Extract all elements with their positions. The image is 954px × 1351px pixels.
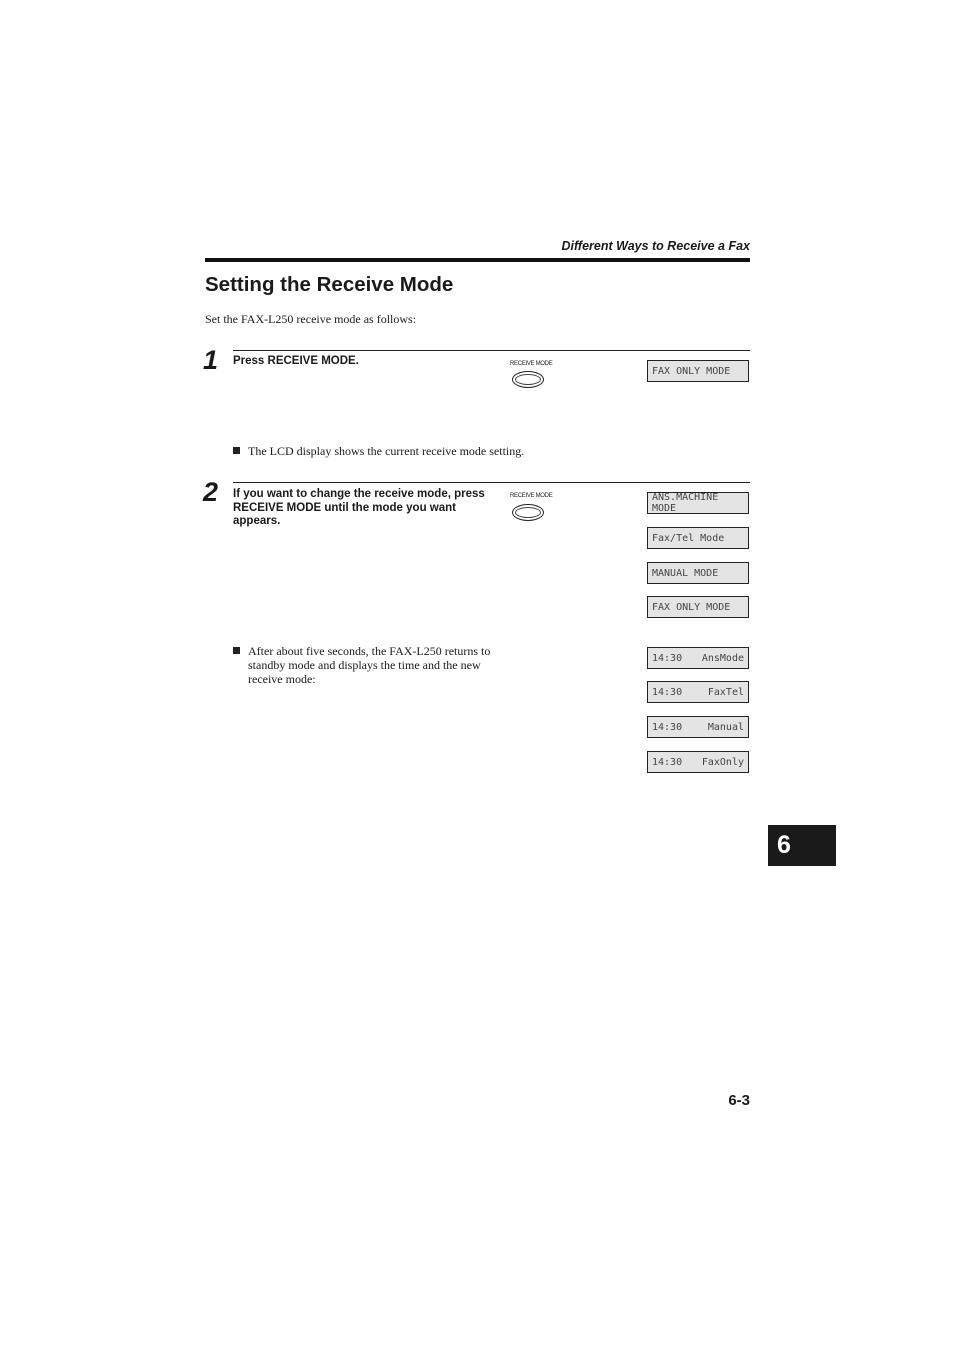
lcd-text: FAX ONLY MODE	[652, 601, 731, 613]
lcd-mode: FaxTel	[707, 686, 744, 698]
lcd-time: 14:30	[652, 721, 683, 733]
step-2-note	[233, 644, 503, 686]
lcd-standby-display	[647, 647, 749, 669]
step-2-instruction: If you want to change the receive mode, press RECEIVE MODE until the mode you want appears.	[233, 488, 485, 527]
lcd-display	[647, 360, 749, 382]
lcd-text: ANS.MACHINE MODE	[652, 492, 719, 514]
lcd-display	[647, 596, 749, 618]
receive-mode-key-icon	[512, 371, 544, 388]
step-1-instruction: Press RECEIVE MODE.	[233, 355, 359, 367]
step-1-number: 1	[203, 345, 219, 375]
lcd-text: MANUAL MODE	[652, 567, 719, 579]
chapter-number: 6	[777, 831, 791, 859]
header-rule	[205, 258, 750, 262]
lcd-display	[647, 562, 749, 584]
step-1-rule	[233, 350, 750, 351]
lcd-time: 14:30	[652, 686, 683, 698]
lcd-time: 14:30	[652, 756, 683, 768]
lcd-standby-display	[647, 716, 749, 738]
step-1-note	[233, 444, 633, 458]
step-1-key-label: RECEIVE MODE	[510, 361, 553, 367]
step-1-note-text: The LCD display shows the current receive mode setting.	[248, 444, 525, 458]
lcd-standby-display	[647, 681, 749, 703]
receive-mode-key-icon	[512, 504, 544, 521]
lcd-time: 14:30	[652, 652, 683, 664]
running-header: Different Ways to Receive a Fax	[561, 239, 750, 253]
lcd-standby-display	[647, 751, 749, 773]
lcd-display	[647, 527, 749, 549]
lcd-text: FAX ONLY MODE	[652, 365, 731, 377]
page-number: 6-3	[728, 1092, 750, 1109]
step-2-key-label: RECEIVE MODE	[510, 493, 553, 499]
lcd-mode: Manual	[707, 721, 744, 733]
lcd-mode: AnsMode	[701, 652, 744, 664]
bullet-square-icon	[233, 447, 240, 454]
lcd-display	[647, 492, 749, 514]
lcd-mode: FaxOnly	[701, 756, 744, 768]
intro-text: Set the FAX-L250 receive mode as follows:	[205, 312, 417, 326]
chapter-tab	[768, 825, 836, 866]
page-title: Setting the Receive Mode	[205, 273, 454, 296]
bullet-square-icon	[233, 647, 240, 654]
step-2-note-text: After about five seconds, the FAX-L250 returns to standby mode and displays the time and the new receive mode:	[248, 644, 491, 686]
lcd-text: Fax/Tel Mode	[652, 532, 725, 544]
step-2-rule	[233, 482, 750, 483]
step-2-number: 2	[203, 477, 219, 507]
